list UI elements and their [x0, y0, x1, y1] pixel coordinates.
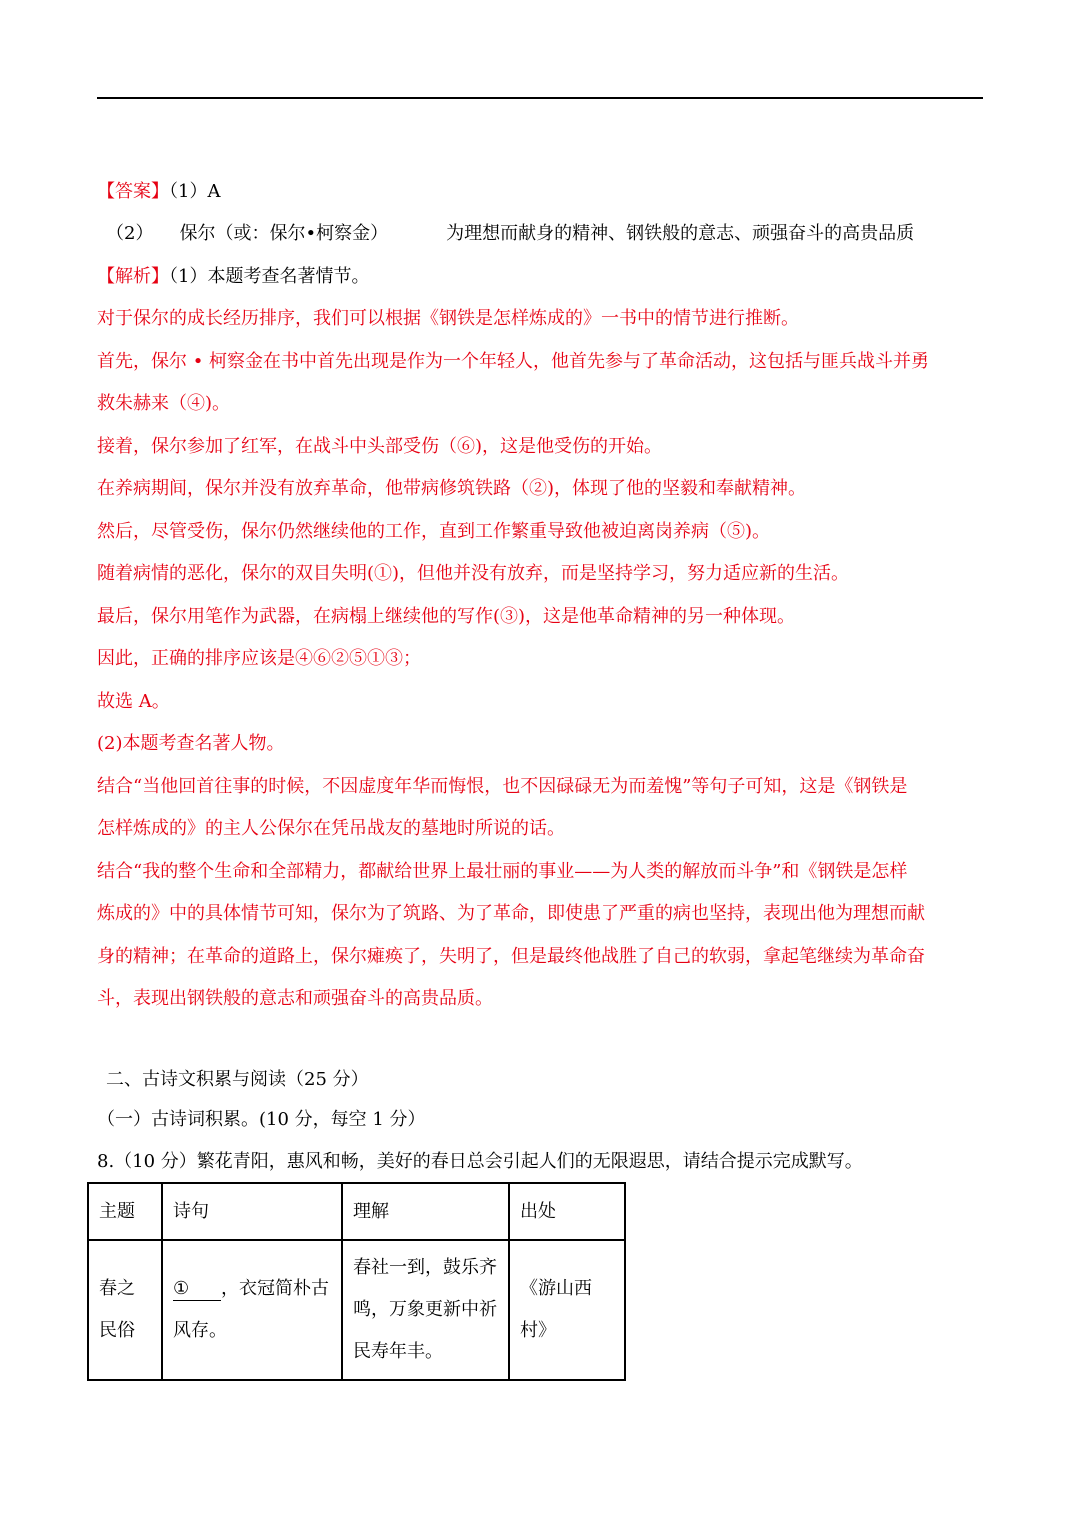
source-text: 《游山西村》	[520, 1278, 592, 1341]
analysis-line: 身的精神；在革命的道路上，保尔瘫痪了，失明了，但是最终他战胜了自己的软弱，拿起笔继续为革命奋	[97, 946, 925, 967]
analysis-line: 斗，表现出钢铁般的意志和顽强奋斗的高贵品质。	[97, 988, 493, 1009]
analysis-line: 随着病情的恶化，保尔的双目失明(①)，但他并没有放弃，而是坚持学习，努力适应新的生活。	[97, 563, 850, 584]
analysis-line: 在养病期间，保尔并没有放弃革命，他带病修筑铁路（②)，体现了他的坚毅和奉献精神。	[97, 478, 807, 499]
table-header-cell: 出处	[509, 1183, 625, 1240]
understanding-text: 春社一到，鼓乐齐鸣，万象更新中祈民寿年丰。	[353, 1257, 497, 1362]
analysis-line: 炼成的》中的具体情节可知，保尔为了筑路、为了革命，即使患了严重的病也坚持，表现出他为理想而献	[97, 903, 925, 924]
table-header-row	[88, 1183, 625, 1240]
source-cell	[509, 1240, 625, 1380]
understanding-cell	[342, 1240, 509, 1380]
analysis-line: 对于保尔的成长经历排序，我们可以根据《钢铁是怎样炼成的》一书中的情节进行推断。	[97, 308, 799, 329]
poem-table	[87, 1182, 626, 1381]
answer-part2-quality: 为理想而献身的精神、钢铁般的意志、顽强奋斗的高贵品质	[446, 223, 915, 244]
analysis-line: 首先，保尔 • 柯察金在书中首先出现是作为一个年轻人，他首先参与了革命活动，这包括与匪兵战斗并勇	[97, 351, 930, 372]
analysis-line: 接着，保尔参加了红军，在战斗中头部受伤（⑥)，这是他受伤的开始。	[97, 436, 663, 457]
table-header-cell: 主题	[88, 1183, 162, 1240]
header-rule	[97, 97, 983, 99]
analysis-line: 结合“当他回首往事的时候，不因虚度年华而悔恨，也不因碌碌无为而羞愧”等句子可知，这是《钢铁是	[97, 776, 908, 797]
analysis-line: 最后，保尔用笔作为武器，在病榻上继续他的写作(③)，这是他革命精神的另一种体现。	[97, 606, 796, 627]
answer-tag: 【答案】	[97, 181, 169, 202]
subsection-title: （一）古诗词积累。(10 分，每空 1 分）	[97, 1109, 426, 1130]
section-title: 二、古诗文积累与阅读（25 分）	[106, 1069, 369, 1090]
analysis-q1-title: （1）本题考查名著情节。	[169, 266, 370, 287]
analysis-line: (2)本题考查名著人物。	[97, 733, 285, 754]
table-header-cell: 理解	[342, 1183, 509, 1240]
table-row	[88, 1240, 625, 1380]
poem-cell	[162, 1240, 342, 1380]
analysis-line-title	[97, 265, 369, 289]
analysis-line: 结合“我的整个生命和全部精力，都献给世界上最壮丽的事业——为人类的解放而斗争”和《钢铁是怎样	[97, 861, 908, 882]
theme-text: 春之民俗	[99, 1278, 135, 1341]
table-header-cell: 诗句	[162, 1183, 342, 1240]
answer-line-2	[106, 222, 914, 246]
answer-line-1	[97, 180, 220, 204]
analysis-line: 救朱赫来（④)。	[97, 393, 231, 414]
theme-cell	[88, 1240, 162, 1380]
poem-rest: ，衣冠简朴古风存。	[173, 1278, 329, 1341]
analysis-line: 然后，尽管受伤，保尔仍然继续他的工作，直到工作繁重导致他被迫离岗养病（⑤)。	[97, 521, 771, 542]
answer-part1: （1）A	[169, 181, 221, 202]
answer-part2-label: （2）	[106, 223, 154, 244]
analysis-line: 因此，正确的排序应该是④⑥②⑤①③；	[97, 648, 421, 669]
analysis-line: 故选 A。	[97, 691, 170, 712]
analysis-tag: 【解析】	[97, 266, 169, 287]
answer-part2-name: 保尔（或：保尔•柯察金）	[179, 223, 389, 244]
analysis-line: 怎样炼成的》的主人公保尔在凭吊战友的墓地时所说的话。	[97, 818, 565, 839]
question-8: 8.（10 分）繁花青阳，惠风和畅，美好的春日总会引起人们的无限遐思，请结合提示完成默写。	[97, 1151, 863, 1172]
answer-blank-1: ①	[173, 1278, 221, 1301]
